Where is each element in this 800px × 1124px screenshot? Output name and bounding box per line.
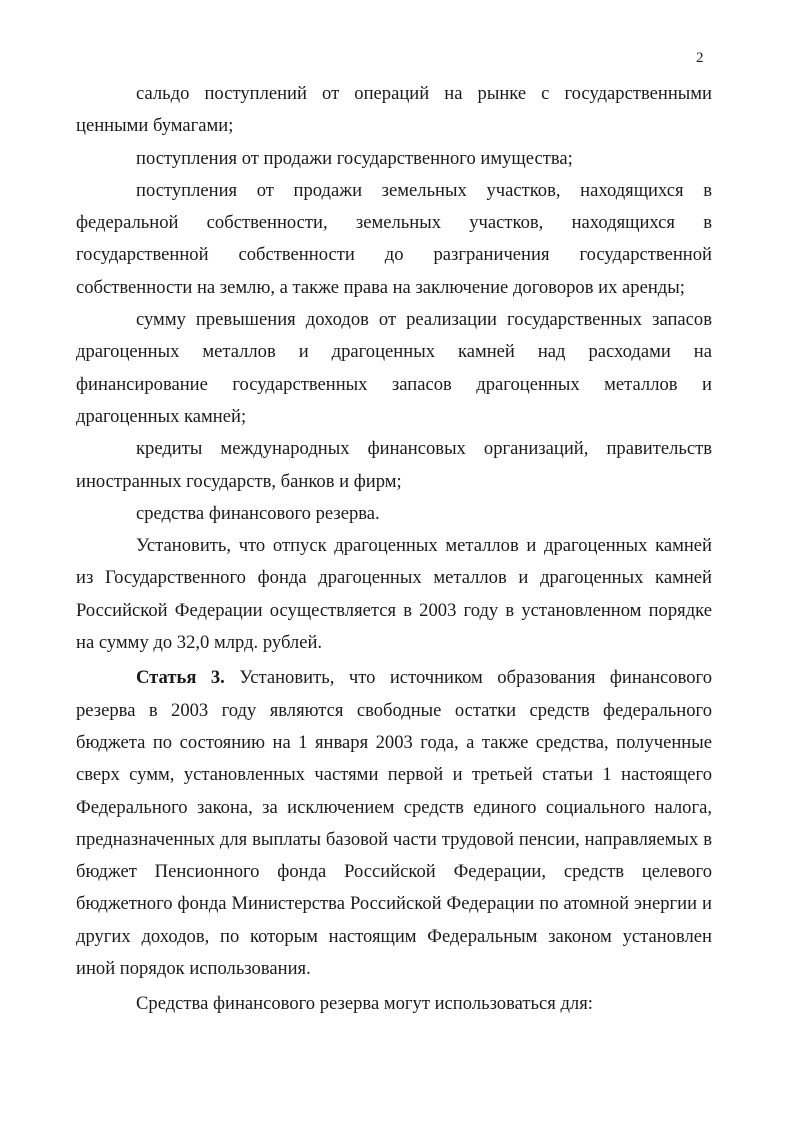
paragraph-precious-metals-surplus: сумму превышения доходов от реализации государственных запасов драгоценных металлов и драгоценных камней над расходами на финансирование государственных запасов драгоценных металлов и драгоценных камней; — [76, 309, 712, 427]
paragraph-precious-metals-release: Установить, что отпуск драгоценных металлов и драгоценных камней из Государственного фонда драгоценных металлов и драгоценных камней Российской Федерации осуществляется в 2003 году в установленном порядке на сумму до 32,0 млрд. рублей. — [76, 535, 712, 654]
paragraph-reserve-usage: Средства финансового резерва могут использоваться для: — [136, 993, 593, 1015]
page-number: 2 — [696, 50, 704, 66]
paragraph-state-property-sales: поступления от продажи государственного имущества; — [136, 147, 573, 169]
paragraph-land-sales: поступления от продажи земельных участков, находящихся в федеральной собственности, земельных участков, находящихся в государственной собственности до разграничения государственной собственности на землю, а также права на заключение договоров их аренды; — [76, 179, 712, 298]
article-3-heading: Статья 3. — [136, 667, 225, 689]
article-3-text: Установить, что источником образования финансового резерва в 2003 году являются свободные остатки средств федерального бюджета по состоянию на 1 января 2003 года, а также средства, полученные сверх сумм, установленных частями первой и третьей статьи 1 настоящего Федерального закона, за исключением средств единого социального налога, предназначенных для выплаты базовой части трудовой пенсии, направляемых в бюджет Пенсионного фонда Российской Федерации, средств целевого бюджетного фонда Министерства Российской Федерации по атомной энергии и других доходов, по которым настоящим Федеральным законом установлен иной порядок использования. — [76, 667, 712, 980]
paragraph-international-credits: кредиты международных финансовых организаций, правительств иностранных государств, банков и фирм; — [76, 438, 712, 492]
article-3-paragraph — [76, 662, 712, 985]
document-body — [76, 78, 712, 1021]
paragraph-securities-balance: сальдо поступлений от операций на рынке с государственными ценными бумагами; — [76, 83, 712, 137]
paragraph-financial-reserve: средства финансового резерва. — [136, 502, 380, 524]
